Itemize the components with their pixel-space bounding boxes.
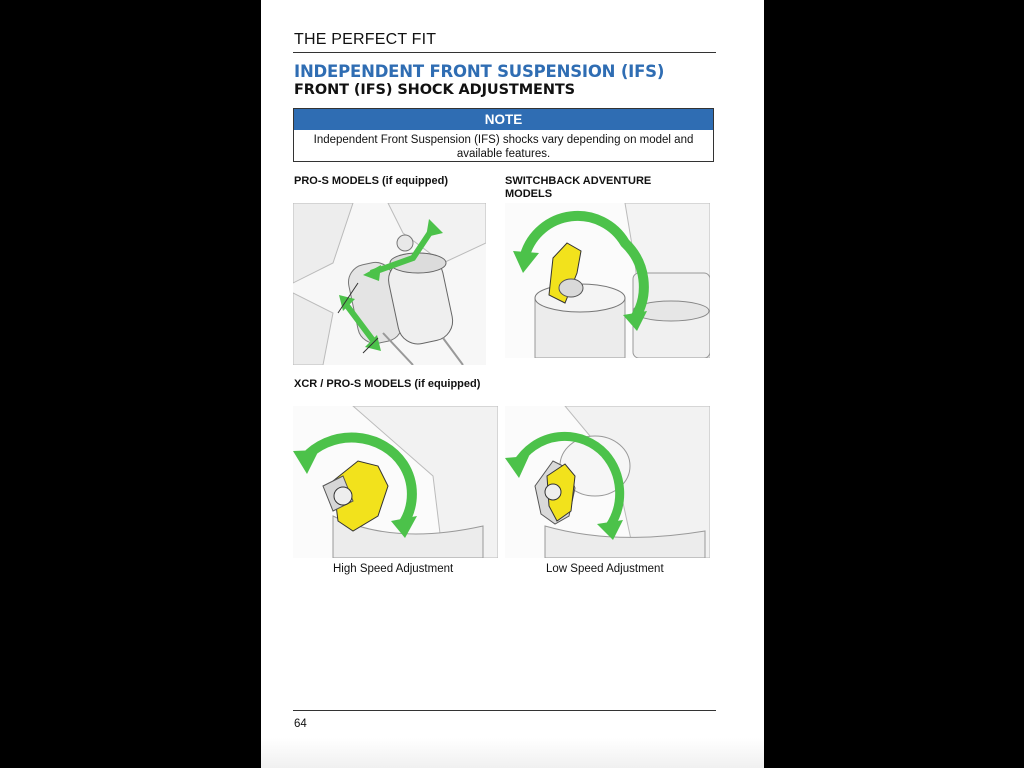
pro-s-shock-illustration xyxy=(293,203,486,365)
low-speed-adjuster-illustration xyxy=(505,406,710,558)
header-title: THE PERFECT FIT xyxy=(294,31,437,48)
note-heading: NOTE xyxy=(294,109,713,130)
header-divider xyxy=(293,52,716,53)
caption-low-speed: Low Speed Adjustment xyxy=(546,563,664,575)
page-shadow xyxy=(261,738,764,768)
figure-label-switchback: SWITCHBACK ADVENTURE MODELS xyxy=(505,175,652,200)
switchback-shock-illustration xyxy=(505,203,710,358)
figure-label-pro-s: PRO-S MODELS (if equipped) xyxy=(294,175,448,187)
figure-label-xcr: XCR / PRO-S MODELS (if equipped) xyxy=(294,378,481,390)
high-speed-adjuster-illustration xyxy=(293,406,498,558)
section-title: INDEPENDENT FRONT SUSPENSION (IFS) xyxy=(294,62,665,81)
footer-divider xyxy=(293,710,716,711)
page-number: 64 xyxy=(294,718,307,730)
manual-page xyxy=(261,0,764,768)
note-box xyxy=(293,108,714,162)
note-text: Independent Front Suspension (IFS) shocks vary depending on model and available features. xyxy=(313,134,694,160)
caption-high-speed: High Speed Adjustment xyxy=(333,563,454,575)
section-subtitle: FRONT (IFS) SHOCK ADJUSTMENTS xyxy=(294,82,576,98)
